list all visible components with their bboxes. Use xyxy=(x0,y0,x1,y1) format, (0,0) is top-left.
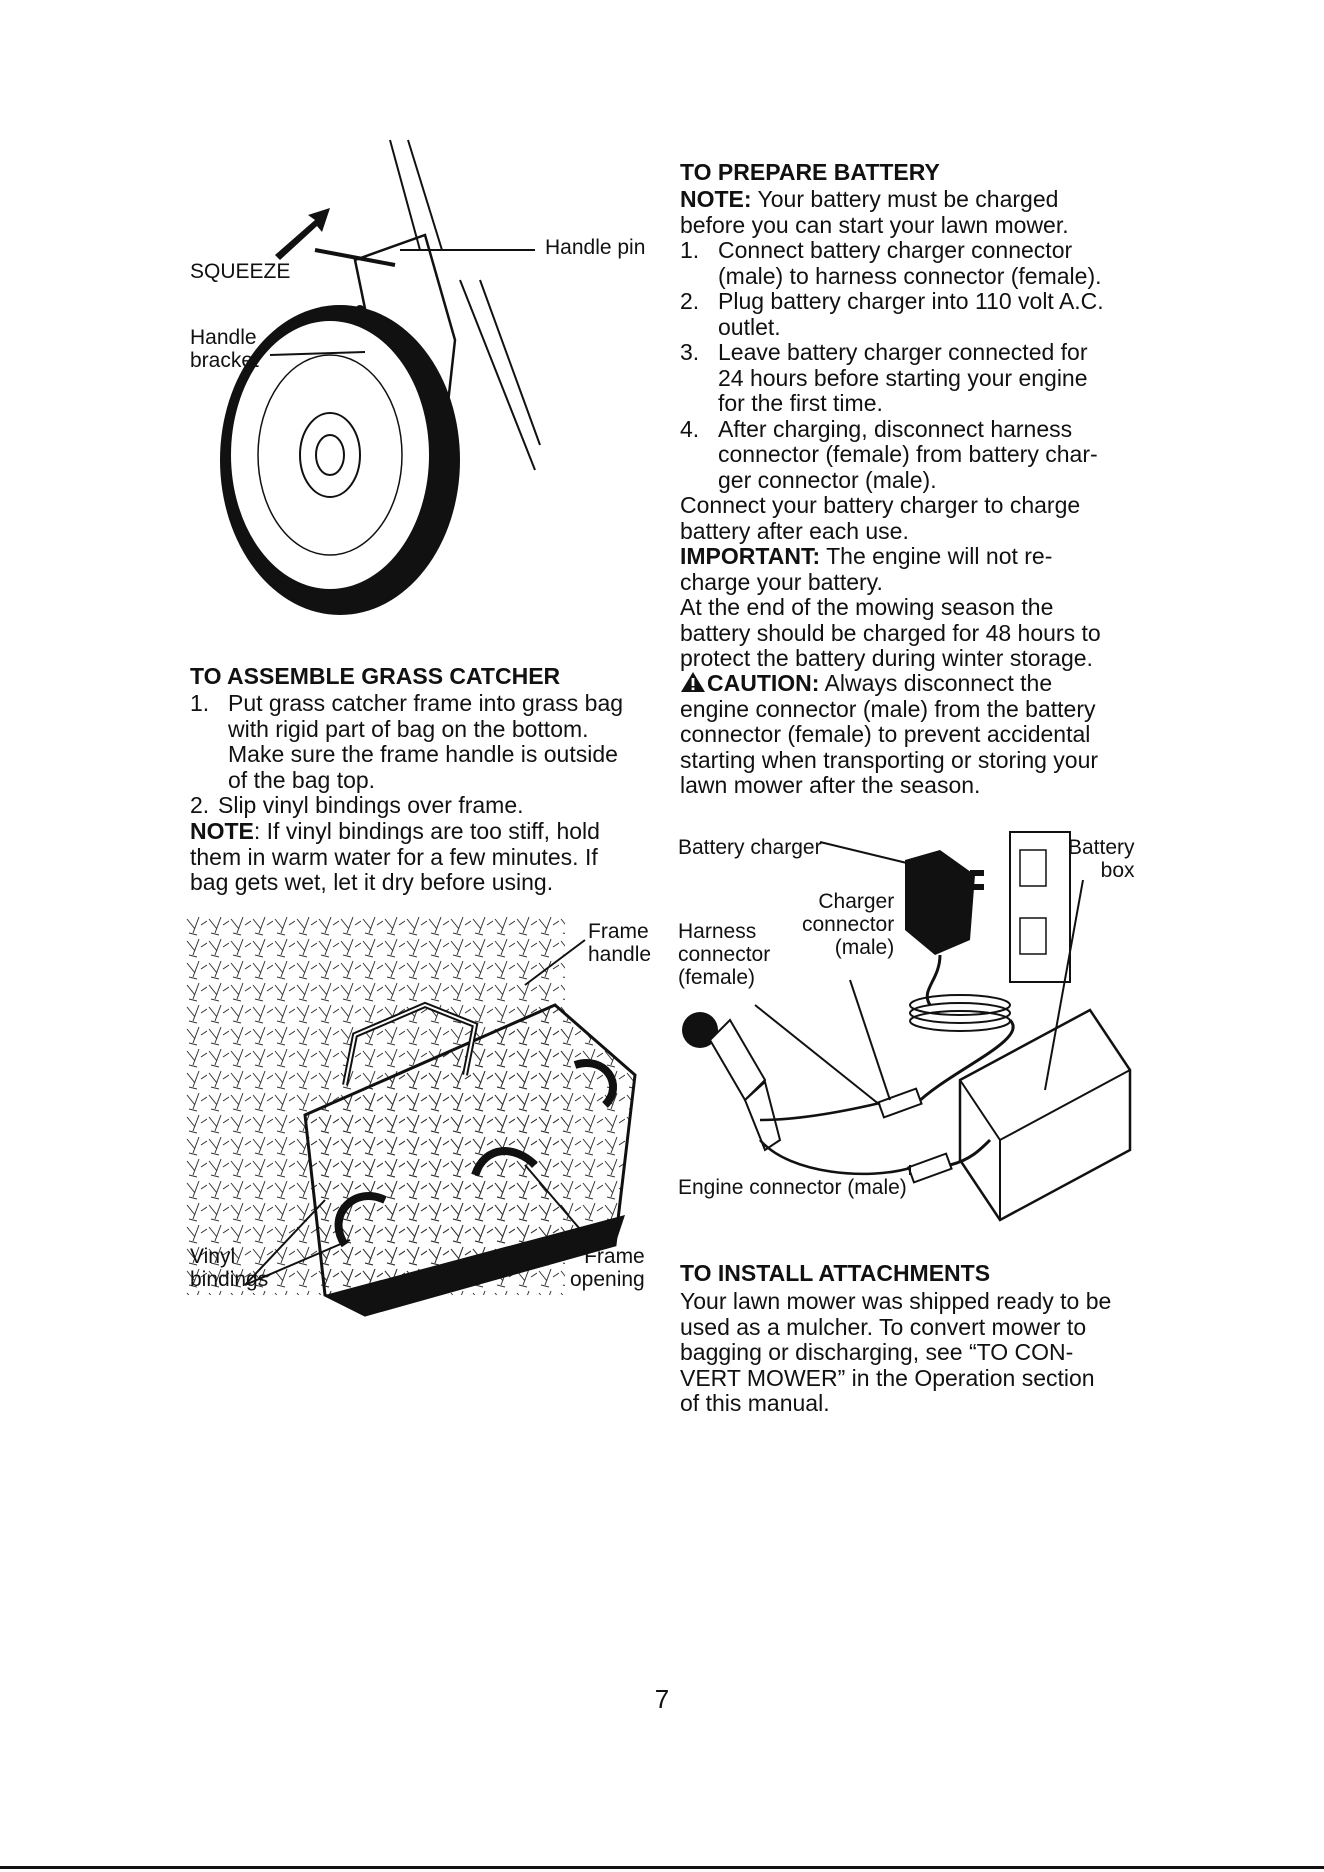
wheel-handle-illustration xyxy=(180,140,720,620)
grass-catcher-step xyxy=(190,793,660,819)
step-text: After charging, disconnect harness connector (female) from battery char- ger connector (male). xyxy=(718,415,1098,493)
step-text: Plug battery charger into 110 volt A.C. outlet. xyxy=(718,288,1104,340)
handle-pin-label: Handle pin xyxy=(545,236,646,259)
battery-after-text: Connect your battery charger to charge battery after each use. xyxy=(680,492,1081,544)
handle-bracket-label: Handle bracket xyxy=(190,326,259,372)
page-number: 7 xyxy=(654,1684,670,1714)
attachments-heading: TO INSTALL ATTACHMENTS xyxy=(680,1260,991,1286)
battery-steps xyxy=(680,238,1150,493)
frame-opening-label: Frame opening xyxy=(570,1245,645,1291)
step-number: 1. xyxy=(190,690,210,716)
grass-catcher-heading: TO ASSEMBLE GRASS CATCHER xyxy=(190,663,561,689)
caution-text: Always disconnect the engine connector (male) from the battery connector (female) to prevent accidental starting when transporting or storing your lawn mower after the season. xyxy=(680,670,1099,798)
battery-step xyxy=(680,417,1150,494)
vinyl-bindings-label: Vinyl bindings xyxy=(190,1245,269,1291)
battery-important xyxy=(680,544,1150,672)
step-text: Connect battery charger connector (male) to harness connector (female). xyxy=(718,237,1102,289)
engine-connector-label: Engine connector (male) xyxy=(678,1176,907,1199)
frame-handle-label: Frame handle xyxy=(588,920,652,966)
step-number: 1. xyxy=(680,237,700,263)
step-text: Slip vinyl bindings over frame. xyxy=(218,792,524,818)
step-number: 2. xyxy=(190,792,210,818)
attachments-text: Your lawn mower was shipped ready to be used as a mulcher. To convert mower to bagging or discharging, see “TO CON- VERT MOWER” in the Operation section of this manual. xyxy=(680,1288,1112,1416)
note-lead: NOTE xyxy=(190,818,254,844)
battery-step xyxy=(680,340,1150,417)
warning-triangle-icon xyxy=(680,671,706,693)
squeeze-label: SQUEEZE xyxy=(190,260,291,283)
charger-connector-label: Charger connector (male) xyxy=(802,890,895,959)
note-text: Your battery must be charged before you can start your lawn mower. xyxy=(680,186,1069,238)
battery-heading: TO PREPARE BATTERY xyxy=(680,159,940,185)
harness-connector-label: Harness connector (female) xyxy=(678,920,771,989)
bottom-rule xyxy=(0,1866,1324,1869)
battery-note xyxy=(680,187,1150,238)
battery-charger-label: Battery charger xyxy=(678,836,822,859)
note-text: : If vinyl bindings are too stiff, hold them in warm water for a few minutes. If bag gets wet, let it dry before using. xyxy=(190,818,600,895)
battery-step xyxy=(680,238,1150,289)
grass-catcher-steps xyxy=(190,691,660,819)
battery-step xyxy=(680,289,1150,340)
caution-lead: CAUTION: xyxy=(707,670,820,696)
step-text: Leave battery charger connected for 24 hours before starting your engine for the first time. xyxy=(718,339,1088,416)
battery-box-label: Battery box xyxy=(1068,836,1135,882)
important-text: The engine will not re- charge your battery. At the end of the mowing season the battery should be charged for 48 hours to protect the battery during winter storage. xyxy=(680,543,1101,671)
battery-caution xyxy=(680,671,1150,799)
step-number: 4. xyxy=(680,415,700,442)
step-number: 3. xyxy=(680,339,700,365)
step-number: 2. xyxy=(680,288,700,314)
grass-catcher-step xyxy=(190,691,660,793)
step-text: Put grass catcher frame into grass bag with rigid part of bag on the bottom. Make sure the frame handle is outside of the bag top. xyxy=(228,690,624,793)
important-lead: IMPORTANT: xyxy=(680,543,821,569)
note-lead: NOTE: xyxy=(680,186,752,212)
grass-catcher-note xyxy=(190,819,660,896)
